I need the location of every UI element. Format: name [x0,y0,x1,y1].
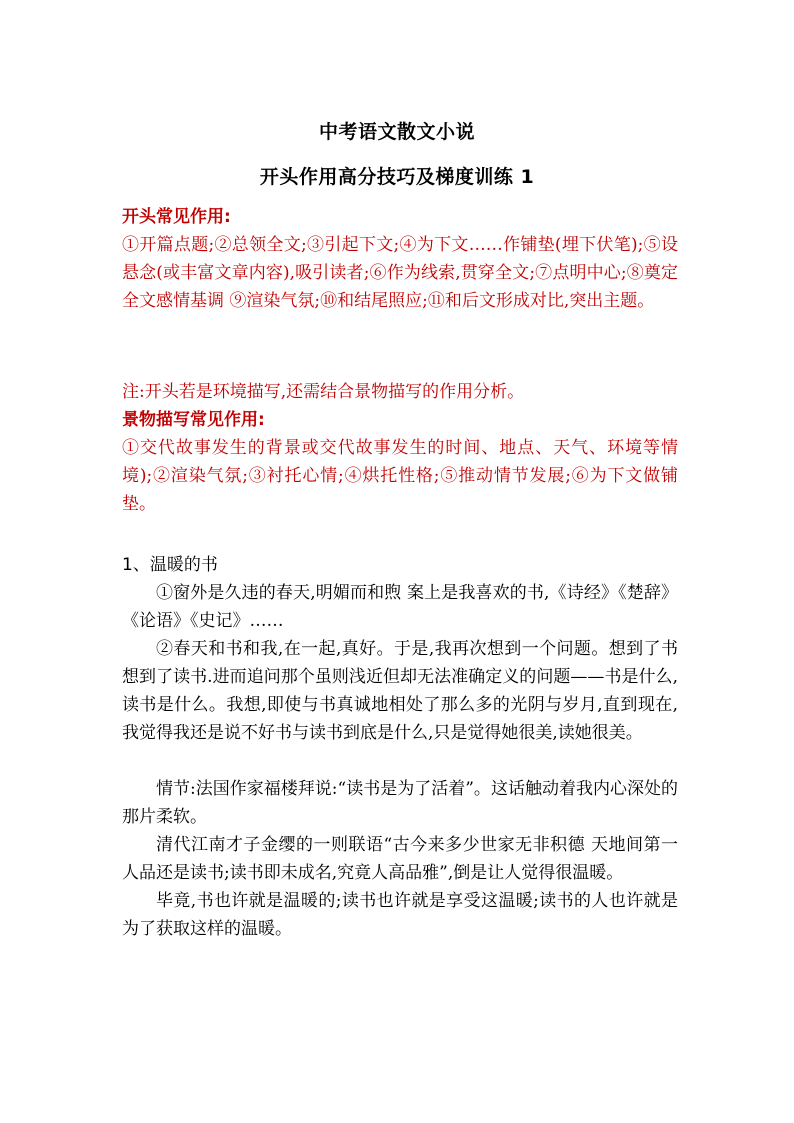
opening-functions-heading: 开头常见作用: [122,207,231,227]
passage-paragraph: 情节:法国作家福楼拜说:“读书是为了活着”。这话触动着我内心深处的那片柔软。 [122,779,678,827]
passage-paragraph: 清代江南才子金缨的一则联语“古今来多少世家无非积德 天地间第一人品还是读书;读书即未成名,究竟人高品雅”,倒是让人觉得很温暖。 [122,835,678,883]
passage-title: 1、温暖的书 [122,555,218,575]
paragraph-gap [122,747,678,775]
scenery-functions-heading: 景物描写常见作用: [122,410,265,430]
scenery-section [122,378,678,518]
scenery-functions-body: ①交代故事发生的背景或交代故事发生的时间、地点、天气、环境等情境);②渲染气氛;③衬托心情;④烘托性格;⑤推动情节发展;⑥为下文做铺垫。 [122,438,678,514]
passage-paragraph: ①窗外是久违的春天,明媚而和煦 案上是我喜欢的书,《诗经》《楚辞》《论语》《史记》…… [122,583,678,631]
passage-paragraph: 毕竟,书也许就是温暖的;读书也许就是享受这温暖;读书的人也许就是为了获取这样的温暖。 [122,891,678,939]
opening-functions-section [122,203,678,315]
passage-paragraph: ②春天和书和我,在一起,真好。于是,我再次想到一个问题。想到了书想到了读书.进而追问那个虽则浅近但却无法准确定义的问题——书是什么,读书是什么。我想,即使与书真诚地相处了那么多的光阴与岁月,直到现在,我觉得我还是说不好书与读书到底是什么,只是觉得她很美,读她很美。 [122,639,678,743]
document-title: 中考语文散文小说 [318,121,475,143]
passage-section [122,551,678,943]
document-subtitle: 开头作用高分技巧及梯度训练 1 [259,166,535,188]
note-text: 注:开头若是环境描写,还需结合景物描写的作用分析。 [122,382,525,402]
opening-functions-body: ①开篇点题;②总领全文;③引起下文;④为下文……作铺垫(埋下伏笔);⑤设悬念(或丰富文章内容),吸引读者;⑥作为线索,贯穿全文;⑦点明中心;⑧奠定全文感情基调 ⑨渲染气氛;⑩和结尾照应;⑪和后文形成对比,突出主题。 [122,235,678,311]
